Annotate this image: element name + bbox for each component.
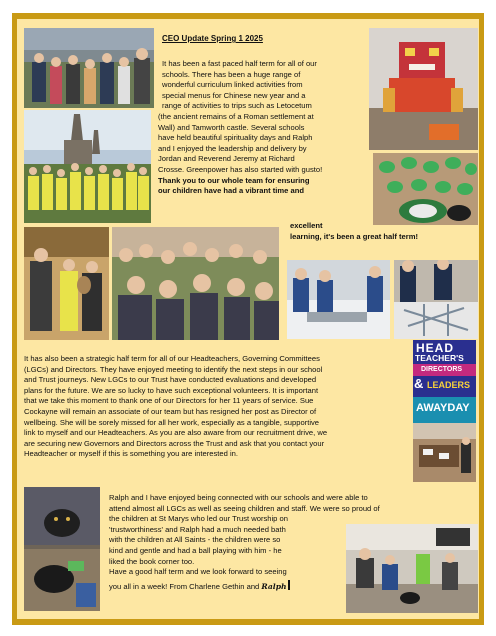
strategic-paragraph <box>24 354 416 460</box>
awayday-line-teachers: TEACHER'S <box>415 353 464 363</box>
meeting-room-photo <box>413 423 476 482</box>
signoff-text: you all in a week! From Charlene Gethin and <box>109 581 260 591</box>
children-crowd-photo <box>112 227 279 340</box>
thanks-line: Thank you to our whole team for ensuring <box>158 175 310 185</box>
newsletter-title: CEO Update Spring 1 2025 <box>162 34 263 43</box>
thanks-tail-line: excellent <box>290 221 323 230</box>
closing-line: attend almost all LGCs as well as seeing children and staff. We were so proud of <box>109 503 380 513</box>
intro-line: It has been a fast paced half term for all of our <box>162 59 317 68</box>
strategic-line: Headteacher or myself if this is something you are interested in. <box>24 449 238 459</box>
awayday-amp: & <box>414 376 424 391</box>
intro-line: range of activities to trips such as Letocetum <box>162 101 312 111</box>
closing-line: kind and gentle and had a ball playing with him - he <box>109 545 282 555</box>
awayday-line-directors: DIRECTORS <box>421 366 463 373</box>
intro-line: wonderful curriculum linked activities from <box>162 80 303 90</box>
text-cursor <box>288 580 290 590</box>
strategic-line: plans for the future. We are so lucky to have such exceptional volunteers. It is important <box>24 385 319 395</box>
strategic-line: and Trust journeys. New LGCs to our Trust have conducted evaluations and developed <box>24 375 317 385</box>
thanks-tail <box>290 221 470 242</box>
closing-line: the children at St Marys who led our Trust worship on <box>109 514 288 524</box>
intro-paragraph <box>158 59 370 197</box>
closing-line: with the children at All Saints - the children were so <box>109 535 281 545</box>
intro-line: Crosse. Greenpower has also started with gusto! <box>158 164 323 174</box>
intro-line: and I enjoyed the leadership and delivery by <box>158 143 307 153</box>
closing-line: liked the book corner too. <box>109 556 195 566</box>
intro-line: have held beautiful spirituality days and Ralph <box>158 133 313 143</box>
strategic-line: (LGCs) and Directors. They have enjoyed meeting to identify the next steps in our school <box>24 364 323 374</box>
closing-line: 'trustworthiness' and Ralph had a much needed bath <box>109 524 286 534</box>
intro-line: schools. There has been a huge range of <box>162 69 301 79</box>
intro-line: (the ancient remains of a Roman settlement at <box>158 111 314 121</box>
awayday-line-leaders: LEADERS <box>427 380 471 390</box>
strategic-line: Cockayne will remain an associate of our team but has resigned her post as Director of <box>24 406 317 416</box>
strategic-line: It has also been a strategic half term for all of our Headteachers, Governing Committees <box>24 354 320 363</box>
dog-ralph-photo <box>24 487 100 611</box>
strategic-line: link to myself and our Headteachers. As you are also aware from our recruitment drive, we <box>24 428 328 438</box>
signature: Ralph <box>261 581 287 591</box>
trip-group-photo <box>24 28 154 108</box>
strategic-line: wellbeing. She will be sorely missed for all her work, especially as a tangible, supportive <box>24 417 320 427</box>
thanks-tail-line: learning, it's been a great half term! <box>290 231 418 241</box>
closing-line: Have a good half term and we look forward to seeing <box>109 567 287 577</box>
classroom-table-photo <box>287 260 390 339</box>
newsletter-page <box>17 19 479 619</box>
closing-paragraph <box>109 493 449 592</box>
awayday-line-head: HEAD <box>416 341 455 355</box>
staff-with-owl-photo <box>24 227 109 340</box>
intro-line: Wall) and Tamworth castle. Several schools <box>158 122 305 132</box>
intro-line: special menus for Chinese new year and a <box>162 90 306 100</box>
strategic-line: are securing new Governors and Directors across the Trust and ask that you contact your <box>24 438 325 448</box>
thanks-line: our children have had a vibrant time and <box>158 186 305 196</box>
greenpower-build-photo <box>394 260 478 339</box>
strategic-line: that we take this moment to thank one of our Directors for her 11 years of service. Sue <box>24 396 314 406</box>
intro-line: Jordan and Reverend Jeremy at Richard <box>158 154 295 164</box>
signoff-line <box>109 580 449 593</box>
cathedral-children-photo <box>24 110 151 223</box>
awayday-line-awayday: AWAYDAY <box>416 402 470 414</box>
closing-line: Ralph and I have enjoyed being connected with our schools and were able to <box>109 493 368 502</box>
painted-stones-photo <box>373 153 478 225</box>
chinese-dragon-photo <box>369 28 478 150</box>
awayday-graphic <box>413 340 476 423</box>
